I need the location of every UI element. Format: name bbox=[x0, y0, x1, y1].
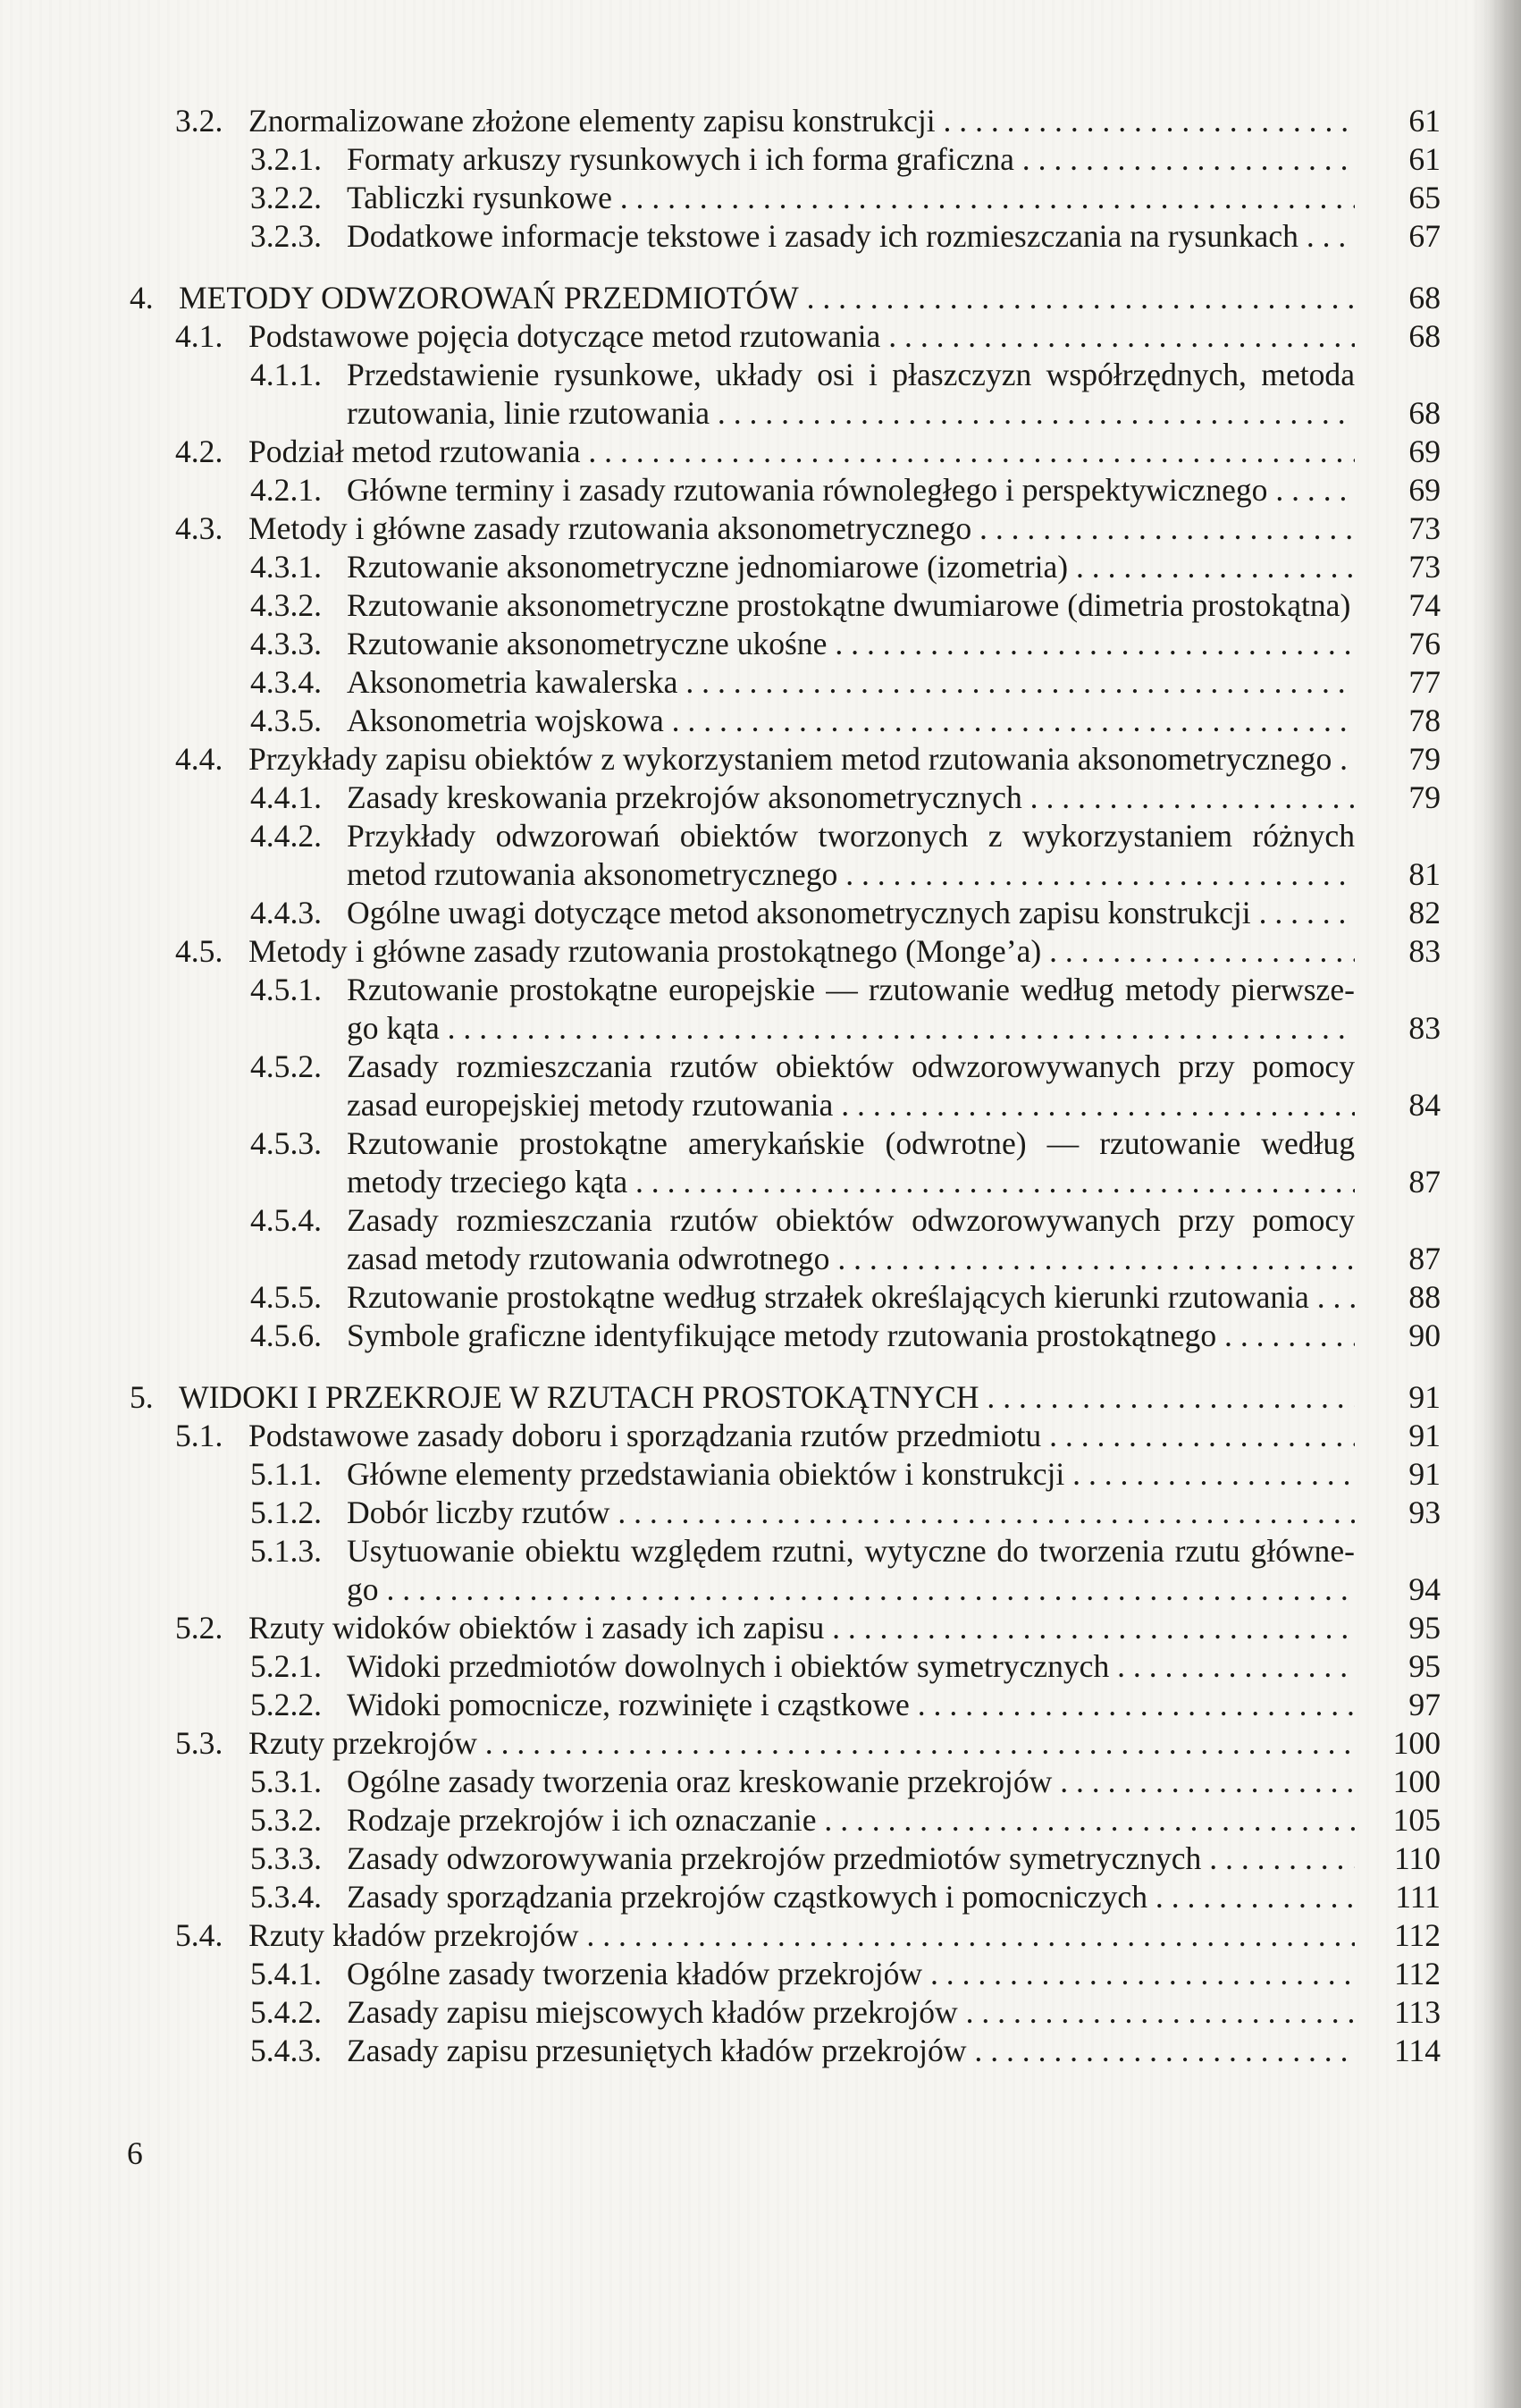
toc-entry bbox=[0, 702, 1441, 740]
toc-entry bbox=[0, 1724, 1441, 1763]
toc-entry bbox=[0, 140, 1441, 179]
toc-entry-number: 4.1. bbox=[175, 318, 223, 354]
toc-entry-title: Metody i główne zasady rzutowania prostokątnego (Monge’a) . . . bbox=[248, 932, 1355, 971]
toc-entry-title: Metody i główne zasady rzutowania aksonometrycznego . . . bbox=[248, 509, 1355, 548]
toc-entry-page-number: 88 bbox=[1408, 1279, 1441, 1315]
toc-entry bbox=[0, 1955, 1441, 1993]
toc-entry-page-number: 76 bbox=[1408, 626, 1441, 661]
toc-entry-page-number: 94 bbox=[1408, 1571, 1441, 1607]
toc-entry-title: Ogólne zasady tworzenia kładów przekrojów . . . bbox=[347, 1955, 1355, 1993]
toc-entry-page-number: 61 bbox=[1408, 103, 1441, 139]
toc-entry-page-number: 111 bbox=[1395, 1879, 1441, 1915]
toc-entry bbox=[0, 1494, 1441, 1532]
toc-entry-page-number: 82 bbox=[1408, 895, 1441, 930]
toc-entry-number: 4.4. bbox=[175, 741, 223, 777]
toc-entry-page-number: 95 bbox=[1408, 1648, 1441, 1684]
toc-entry bbox=[0, 433, 1441, 471]
toc-entry-page-number: 69 bbox=[1408, 434, 1441, 469]
toc-entry bbox=[0, 1878, 1441, 1916]
toc-entry-number: 5.4.3. bbox=[250, 2033, 323, 2068]
toc-entry bbox=[0, 740, 1441, 779]
toc-entry-number: 5.2.2. bbox=[250, 1687, 323, 1722]
toc-entry bbox=[0, 1124, 1441, 1201]
toc-entry bbox=[0, 586, 1441, 625]
toc-entry-number: 5.3.4. bbox=[250, 1879, 323, 1915]
toc-entry-page-number: 105 bbox=[1392, 1802, 1441, 1838]
toc-entry bbox=[0, 356, 1441, 433]
toc-entry-title: Rzutowanie aksonometryczne prostokątne dwumiarowe (dimetria prostokątna) . . . bbox=[347, 586, 1355, 625]
toc-entry bbox=[0, 2032, 1441, 2070]
toc-entry-title: Widoki pomocnicze, rozwinięte i cząstkowe . . . bbox=[347, 1686, 1355, 1724]
toc-entry-page-number: 95 bbox=[1408, 1610, 1441, 1646]
toc-entry bbox=[0, 1048, 1441, 1124]
toc-entry-number: 4.5.1. bbox=[250, 972, 323, 1007]
toc-entry-title: Zasady zapisu miejscowych kładów przekrojów . . . bbox=[347, 1993, 1355, 2032]
toc-entry-title: Zasady sporządzania przekrojów cząstkowych i pomocniczych . . . bbox=[347, 1878, 1355, 1916]
toc-entry-title: Symbole graficzne identyfikujące metody rzutowania prostokątnego . . . bbox=[347, 1317, 1355, 1355]
toc-entry-title: Rzutowanie prostokątne według strzałek określających kierunki rzutowania . . . bbox=[347, 1278, 1355, 1317]
toc-entry bbox=[0, 932, 1441, 971]
toc-entry-page-number: 79 bbox=[1408, 779, 1441, 815]
toc-entry-title: Znormalizowane złożone elementy zapisu konstrukcji . . . bbox=[248, 102, 1355, 140]
toc-entry-number: 4.3.2. bbox=[250, 587, 323, 623]
toc-entry-title: Podstawowe pojęcia dotyczące metod rzutowania . . . bbox=[248, 317, 1355, 356]
toc-entry bbox=[0, 1378, 1441, 1417]
toc-entry-number: 4.3.4. bbox=[250, 664, 323, 700]
toc-entry-page-number: 90 bbox=[1408, 1318, 1441, 1353]
toc-entry-number: 4.5.4. bbox=[250, 1202, 323, 1238]
toc-entry-number: 4.5.5. bbox=[250, 1279, 323, 1315]
toc-entry-title: Tabliczki rysunkowe . . . bbox=[347, 179, 1355, 217]
toc-entry-page-number: 84 bbox=[1408, 1087, 1441, 1123]
toc-entry-number: 5.1.2. bbox=[250, 1494, 323, 1530]
toc-entry-number: 4.5.3. bbox=[250, 1125, 323, 1161]
toc-entry bbox=[0, 779, 1441, 817]
toc-entry-number: 4.4.3. bbox=[250, 895, 323, 930]
toc-entry-title: Rzuty widoków obiektów i zasady ich zapisu . . . bbox=[248, 1609, 1355, 1647]
toc-entry-number: 3.2. bbox=[175, 103, 223, 139]
toc-entry-title: Dodatkowe informacje tekstowe i zasady ich rozmieszczania na rysunkach . . . bbox=[347, 217, 1355, 256]
toc-entry-number: 5.4.2. bbox=[250, 1994, 323, 2030]
toc-entry-page-number: 61 bbox=[1408, 141, 1441, 177]
toc-entry-title: METODY ODWZOROWAŃ PRZEDMIOTÓW . . . bbox=[179, 279, 1355, 317]
toc-entry-number: 3.2.1. bbox=[250, 141, 323, 177]
toc-entry-page-number: 110 bbox=[1393, 1840, 1441, 1876]
toc-entry-title: Zasady kreskowania przekrojów aksonometrycznych . . . bbox=[347, 779, 1355, 817]
toc-entry bbox=[0, 1840, 1441, 1878]
toc-entry-title: Zasady zapisu przesuniętych kładów przekrojów . . . bbox=[347, 2032, 1355, 2070]
toc-entry-number: 5.1.1. bbox=[250, 1456, 323, 1492]
toc-entry-page-number: 79 bbox=[1408, 741, 1441, 777]
toc-entry-number: 5.3. bbox=[175, 1725, 223, 1761]
toc-entry-number: 5.3.1. bbox=[250, 1764, 323, 1799]
toc-entry-page-number: 77 bbox=[1408, 664, 1441, 700]
toc-entry bbox=[0, 1455, 1441, 1494]
toc-entry-page-number: 97 bbox=[1408, 1687, 1441, 1722]
toc-entry-title: Ogólne zasady tworzenia oraz kreskowanie przekrojów . . . bbox=[347, 1763, 1355, 1801]
toc-entry-title: Rzuty przekrojów . . . bbox=[248, 1724, 1355, 1763]
toc-entry-page-number: 112 bbox=[1393, 1956, 1441, 1991]
toc-entry bbox=[0, 1417, 1441, 1455]
toc-entry-title: Podział metod rzutowania . . . bbox=[248, 433, 1355, 471]
toc-entry bbox=[0, 1686, 1441, 1724]
toc-entry-title: Aksonometria kawalerska . . . bbox=[347, 663, 1355, 702]
toc-entry bbox=[0, 625, 1441, 663]
toc-entry-page-number: 68 bbox=[1408, 280, 1441, 316]
toc-entry bbox=[0, 971, 1441, 1048]
toc-entry-title: Podstawowe zasady doboru i sporządzania rzutów przedmiotu . . . bbox=[248, 1417, 1355, 1455]
toc-entry-title: Ogólne uwagi dotyczące metod aksonometrycznych zapisu konstrukcji . . . bbox=[347, 894, 1355, 932]
toc-entry-title: Rzutowanie prostokątne europejskie — rzutowanie według metody pierwszego kąta . . . bbox=[347, 971, 1355, 1048]
toc-entry bbox=[0, 471, 1441, 509]
toc-entry-title: Formaty arkuszy rysunkowych i ich forma graficzna . . . bbox=[347, 140, 1355, 179]
toc-entry-number: 4.2. bbox=[175, 434, 223, 469]
toc-entry-page-number: 73 bbox=[1408, 510, 1441, 546]
toc-entry bbox=[0, 509, 1441, 548]
toc-entry bbox=[0, 1201, 1441, 1278]
toc-entry-title: Przykłady odwzorowań obiektów tworzonych z wykorzystaniem różnych metod rzutowania aksonometrycznego . . . bbox=[347, 817, 1355, 894]
toc-entry-page-number: 114 bbox=[1393, 2033, 1441, 2068]
toc-entry-number: 4. bbox=[130, 280, 154, 316]
toc-entry-number: 4.5. bbox=[175, 933, 223, 969]
toc-entry-page-number: 68 bbox=[1408, 318, 1441, 354]
toc-entry-number: 5.1. bbox=[175, 1418, 223, 1453]
toc-entry-title: Rzutowanie aksonometryczne jednomiarowe (izometria) . . . bbox=[347, 548, 1355, 586]
toc-entry-title: Zasady odwzorowywania przekrojów przedmiotów symetrycznych . . . bbox=[347, 1840, 1355, 1878]
toc-entry-page-number: 91 bbox=[1408, 1379, 1441, 1415]
toc-entry-title: Rzuty kładów przekrojów . . . bbox=[248, 1916, 1355, 1955]
toc-entry-page-number: 73 bbox=[1408, 549, 1441, 585]
toc-entry-title: Zasady rozmieszczania rzutów obiektów odwzorowywanych przy pomocy zasad europejskiej metody rzutowania . . . bbox=[347, 1048, 1355, 1124]
toc-entry-page-number: 74 bbox=[1408, 587, 1441, 623]
toc-entry bbox=[0, 1647, 1441, 1686]
toc-entry-number: 5.2.1. bbox=[250, 1648, 323, 1684]
toc-entry-page-number: 113 bbox=[1393, 1994, 1441, 2030]
toc-entry bbox=[0, 1278, 1441, 1317]
toc-entry-number: 4.4.2. bbox=[250, 818, 323, 854]
toc-entry-number: 3.2.2. bbox=[250, 180, 323, 215]
toc-entry bbox=[0, 894, 1441, 932]
toc-entry-number: 4.3.1. bbox=[250, 549, 323, 585]
toc-entry-title: WIDOKI I PRZEKROJE W RZUTACH PROSTOKĄTNYCH . . . bbox=[179, 1378, 1355, 1417]
toc-entry bbox=[0, 1916, 1441, 1955]
toc-entry-page-number: 87 bbox=[1408, 1241, 1441, 1276]
toc-entry-page-number: 93 bbox=[1408, 1494, 1441, 1530]
toc-entry-number: 4.5.2. bbox=[250, 1048, 323, 1084]
toc-entry-page-number: 83 bbox=[1408, 933, 1441, 969]
toc-entry-title: Przedstawienie rysunkowe, układy osi i płaszczyzn współrzędnych, metoda rzutowania, linie rzutowania . . . bbox=[347, 356, 1355, 433]
toc-entry-number: 5.1.3. bbox=[250, 1533, 323, 1569]
toc-entry-page-number: 91 bbox=[1408, 1418, 1441, 1453]
page-folio: 6 bbox=[127, 2135, 143, 2171]
toc-entry bbox=[0, 1532, 1441, 1609]
toc-entry bbox=[0, 279, 1441, 317]
toc-entry bbox=[0, 1609, 1441, 1647]
toc-entry-number: 3.2.3. bbox=[250, 218, 323, 254]
toc-entry bbox=[0, 217, 1441, 256]
toc-entry bbox=[0, 817, 1441, 894]
toc-entry bbox=[0, 1993, 1441, 2032]
toc-entry-title: Zasady rozmieszczania rzutów obiektów odwzorowywanych przy pomocy zasad metody rzutowania odwrotnego . . . bbox=[347, 1201, 1355, 1278]
toc-entry bbox=[0, 179, 1441, 217]
toc-entry-page-number: 100 bbox=[1392, 1764, 1441, 1799]
toc-entry-number: 4.2.1. bbox=[250, 472, 323, 508]
toc-entry bbox=[0, 317, 1441, 356]
toc-entry-page-number: 91 bbox=[1408, 1456, 1441, 1492]
toc-entry-number: 4.5.6. bbox=[250, 1318, 323, 1353]
toc-entry-title: Rzutowanie aksonometryczne ukośne . . . bbox=[347, 625, 1355, 663]
toc-entry-number: 4.3.3. bbox=[250, 626, 323, 661]
toc-entry-page-number: 87 bbox=[1408, 1164, 1441, 1200]
toc-entry-page-number: 81 bbox=[1408, 856, 1441, 892]
toc-entry-number: 4.1.1. bbox=[250, 357, 323, 392]
toc-entry-page-number: 100 bbox=[1392, 1725, 1441, 1761]
toc-entry-number: 5.4. bbox=[175, 1917, 223, 1953]
toc-entry-title: Przykłady zapisu obiektów z wykorzystaniem metod rzutowania aksonometrycznego . . . bbox=[248, 740, 1355, 779]
toc-list bbox=[0, 102, 1441, 2070]
toc-entry-number: 4.3.5. bbox=[250, 703, 323, 738]
toc-entry bbox=[0, 1763, 1441, 1801]
toc-entry-number: 5.3.3. bbox=[250, 1840, 323, 1876]
toc-entry-title: Usytuowanie obiektu względem rzutni, wytyczne do tworzenia rzutu głównego . . . bbox=[347, 1532, 1355, 1609]
toc-entry-page-number: 67 bbox=[1408, 218, 1441, 254]
toc-entry-title: Rzutowanie prostokątne amerykańskie (odwrotne) — rzutowanie według metody trzeciego kąta . . . bbox=[347, 1124, 1355, 1201]
toc-entry-page-number: 68 bbox=[1408, 395, 1441, 431]
toc-entry-page-number: 112 bbox=[1393, 1917, 1441, 1953]
toc-entry bbox=[0, 663, 1441, 702]
toc-entry-page-number: 69 bbox=[1408, 472, 1441, 508]
toc-entry-title: Główne terminy i zasady rzutowania równoległego i perspektywicznego . . . bbox=[347, 471, 1355, 509]
toc-entry bbox=[0, 102, 1441, 140]
toc-entry-title: Dobór liczby rzutów . . . bbox=[347, 1494, 1355, 1532]
toc-entry-title: Widoki przedmiotów dowolnych i obiektów symetrycznych . . . bbox=[347, 1647, 1355, 1686]
toc-entry bbox=[0, 1801, 1441, 1840]
toc-entry-title: Główne elementy przedstawiania obiektów i konstrukcji . . . bbox=[347, 1455, 1355, 1494]
toc-entry-number: 5.2. bbox=[175, 1610, 223, 1646]
toc-entry-number: 4.3. bbox=[175, 510, 223, 546]
toc-entry bbox=[0, 548, 1441, 586]
toc-entry-page-number: 65 bbox=[1408, 180, 1441, 215]
toc-entry bbox=[0, 1317, 1441, 1355]
toc-entry-number: 4.4.1. bbox=[250, 779, 323, 815]
toc-entry-title: Aksonometria wojskowa . . . bbox=[347, 702, 1355, 740]
toc-entry-number: 5.3.2. bbox=[250, 1802, 323, 1838]
toc-entry-number: 5.4.1. bbox=[250, 1956, 323, 1991]
toc-entry-title: Rodzaje przekrojów i ich oznaczanie . . . bbox=[347, 1801, 1355, 1840]
toc-entry-page-number: 78 bbox=[1408, 703, 1441, 738]
toc-entry-page-number: 83 bbox=[1408, 1010, 1441, 1046]
toc-entry-number: 5. bbox=[130, 1379, 154, 1415]
